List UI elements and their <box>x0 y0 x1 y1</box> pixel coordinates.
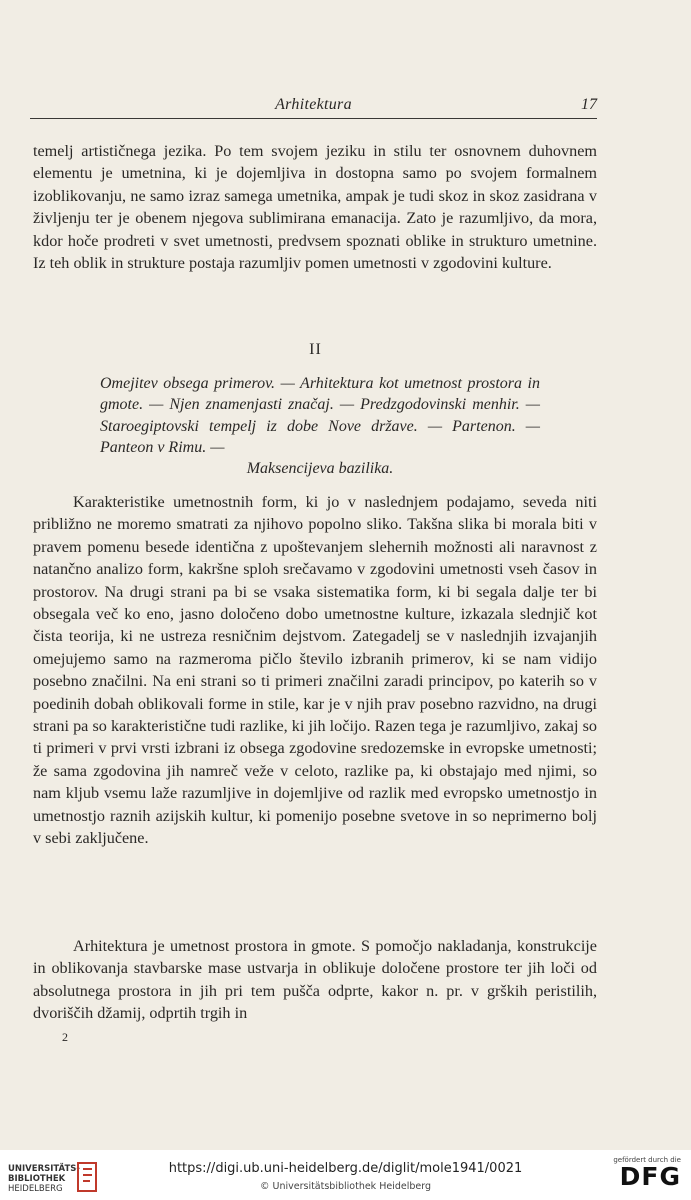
paragraph-continuation <box>33 140 597 274</box>
running-head-title: Arhitektura <box>275 96 352 113</box>
header-rule <box>30 118 597 119</box>
synopsis-text: Omejitev obsega primerov. — Arhitektura kot umetnost prostora in gmote. — Njen znamenjasti značaj. — Predzgodovinski menhir. — Staroegiptovski tempelj iz dobe Nove države. — Partenon. — Panteon v Rimu. — <box>100 375 540 456</box>
page-number: 17 <box>581 96 597 113</box>
signature-mark: 2 <box>62 1030 68 1044</box>
library-name-line2: BIBLIOTHEK <box>8 1174 66 1184</box>
synopsis-last-line: Maksencijeva bazilika. <box>246 460 394 478</box>
copyright-note: © Universitätsbibliothek Heidelberg <box>259 1181 431 1192</box>
paragraph-text: temelj artističnega jezika. Po tem svojem jeziku in stilu ter osnovnem duhovnem elementu je umetnina, ki je dojemljiva in dostopna samo po svojem formalnem izoblikovanju, ne samo izraz samega umetnika, ampak je tudi skoz in skoz zasidrana v življenju ter je obenem njegova sublimirana emanacija. Zato je razumljivo, da mora, kdor hoče prodreti v svet umetnosti, predvsem spoznati oblike in strukturo umetnine. Iz teh oblik in strukture postaja razumljiv pomen umetnosti v zgodovini kulture. <box>33 142 597 273</box>
library-name-line1: UNIVERSITÄTS- <box>8 1164 80 1174</box>
funding-note: gefördert durch die <box>613 1156 681 1164</box>
running-head <box>30 96 597 116</box>
paragraph-text: Karakteristike umetnostnih form, ki jo v naslednjem podajamo, seveda niti približno ne moremo smatrati za njihovo popolno sliko. Takšna slika bi morala biti v pravem pomenu besede identična z upoštevanjem slehernih možnosti ali naravnost z natančno analizo form, kakršne sploh srečavamo v zgodovini umetnosti vseh časov in prostorov. Na drugi strani pa bi se vsaka sistematika form, ki bi segala dalje ter bi obsegala več ko eno, jasno določeno dobo umetnostne kulture, izkazala slednjič kot čista teorija, ki ne ustreza resničnim dejstvom. Zategadelj se v naslednjih izvajanjih omejujemo samo na razmeroma pičlo število izbranih primerov, ki se nam vidijo posebno značilni. Na eni strani so ti primeri značilni zaradi principov, po katerih so v poedinih dobah oblikovali forme in stile, kar je v njih prav posebno razvidno, na drugi strani pa so karakteristične tudi razlike, ki jih ločijo. Razen tega je razumljivo, zakaj so ti primeri v prvi vrsti izbrani iz obsega zgodovine sredozemske in evropske umetnosti; že sama zgodovina jih namreč veže v celoto, razlike pa, ki obstajajo med njimi, so nam kljub vsemu laže razumljive in dojemljive od razlik med evropsko umetnostjo in umetnostjo raznih azijskih kultur, ki pomenijo posebne svetove in so neprimerno bolj v sebi zaključene. <box>33 493 597 848</box>
section-synopsis <box>100 373 540 479</box>
dfg-logo[interactable] <box>605 1156 681 1196</box>
paragraph-karakteristike <box>33 491 597 850</box>
section-number: II <box>309 341 322 358</box>
dfg-logo-text: DFG <box>619 1162 681 1191</box>
digitization-footer <box>0 1150 691 1200</box>
paragraph-text: Arhitektura je umetnost prostora in gmote. S pomočjo nakladanja, konstrukcije in oblikovanja stavbarske mase ustvarja in oblikuje določene prostore ter jih loči od absolutnega prostora in jih pri tem pušča odprte, kakor n. pr. v grških peristilih, dvoriščih džamij, odprtih trgih in <box>33 937 597 1023</box>
library-name-line3: HEIDELBERG <box>8 1184 63 1194</box>
paragraph-arhitektura <box>33 935 597 1025</box>
source-url-link[interactable]: https://digi.ub.uni-heidelberg.de/diglit/mole1941/0021 <box>168 1161 523 1176</box>
